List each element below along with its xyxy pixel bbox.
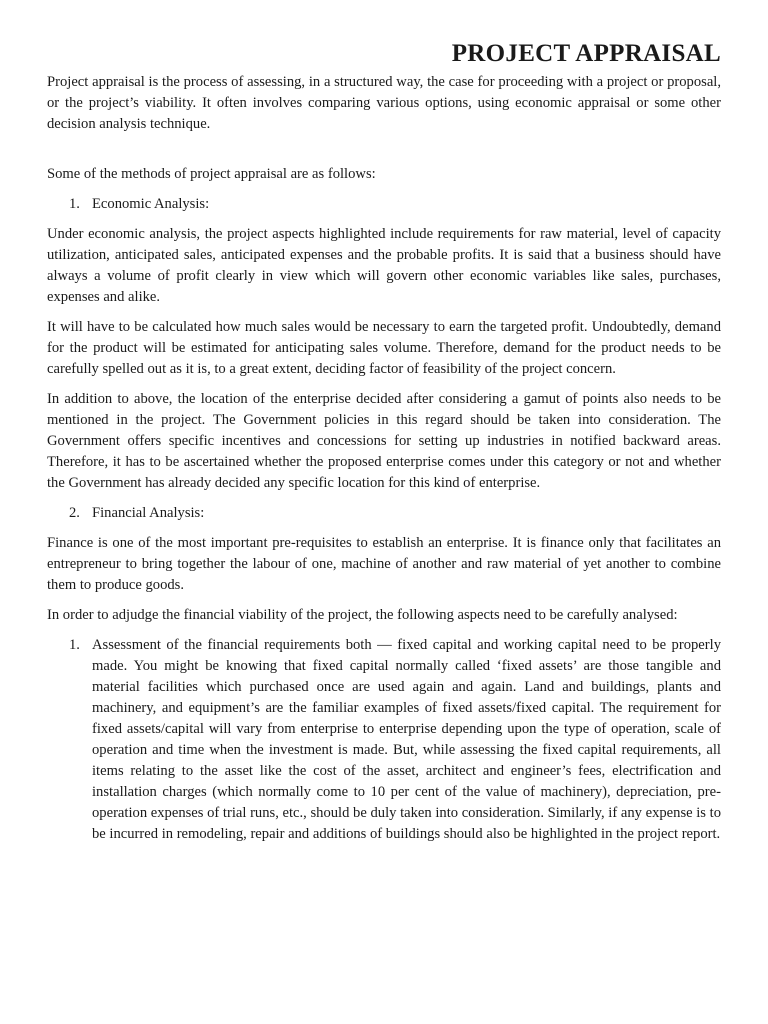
page-title: PROJECT APPRAISAL <box>451 40 721 67</box>
financial-item-text: Assessment of the financial requirements both — fixed capital and working capital need to be properly made. You might be knowing that fixed capital normally called ‘fixed assets’ are those tangible and material facilities which purchased once are used again and again. Land and buildings, plants and machinery, and equipment’s are the familiar examples of fixed assets/fixed capital. The requirement for fixed assets/capital will vary from enterprise to enterprise depending upon the type of operation, scale of operation and time when the investment is made. But, while assessing the fixed capital requirements, all items relating to the asset like the cost of the asset, architect and engineer’s fees, electrification and installation charges (which normally come to 10 per cent of the value of machinery), depreciation, pre-operation expenses of trial runs, etc., should be duly taken into consideration. Similarly, if any expense is to be incurred in remodeling, repair and additions of buildings should also be highlighted in the project report. <box>92 637 721 842</box>
economic-heading-text: Economic Analysis: <box>92 196 210 212</box>
financial-heading-text: Financial Analysis: <box>92 505 205 521</box>
economic-heading-number: 1. <box>69 196 80 212</box>
economic-paragraph-1: Under economic analysis, the project aspects highlighted include requirements for raw material, level of capacity utilization, anticipated sales, anticipated expenses and the probable profits. It is said that a business should have always a volume of profit clearly in view which will govern other economic variables like sales, purchases, expenses and alike. <box>47 226 721 305</box>
document-page <box>47 40 721 845</box>
methods-intro: Some of the methods of project appraisal are as follows: <box>47 166 376 182</box>
financial-item-number: 1. <box>69 637 80 653</box>
intro-paragraph: Project appraisal is the process of assessing, in a structured way, the case for proceeding with a project or proposal, or the project’s viability. It often involves comparing various options, using economic appraisal or some other decision analysis technique. <box>47 74 721 132</box>
financial-list-item <box>47 635 721 845</box>
economic-paragraph-2: It will have to be calculated how much sales would be necessary to earn the targeted profit. Undoubtedly, demand for the product will be estimated for anticipating sales volume. Therefore, demand for the product needs to be carefully spelled out as it is, to a great extent, deciding factor of feasibility of the project concern. <box>47 319 721 377</box>
financial-paragraph-2: In order to adjudge the financial viability of the project, the following aspects need to be carefully analysed: <box>47 607 678 623</box>
financial-heading-number: 2. <box>69 505 80 521</box>
economic-heading <box>47 194 721 215</box>
economic-paragraph-3: In addition to above, the location of the enterprise decided after considering a gamut of points also needs to be mentioned in the project. The Government policies in this regard should be taken into consideration. The Government offers specific incentives and concessions for setting up industries in notified backward areas. Therefore, it has to be ascertained whether the proposed enterprise comes under this category or not and whether the Government has already decided any specific location for this kind of enterprise. <box>47 391 721 491</box>
financial-heading <box>47 503 721 524</box>
financial-paragraph-1: Finance is one of the most important pre-requisites to establish an enterprise. It is finance only that facilitates an entrepreneur to bring together the labour of one, machine of another and raw material of yet another to combine them to produce goods. <box>47 535 721 593</box>
